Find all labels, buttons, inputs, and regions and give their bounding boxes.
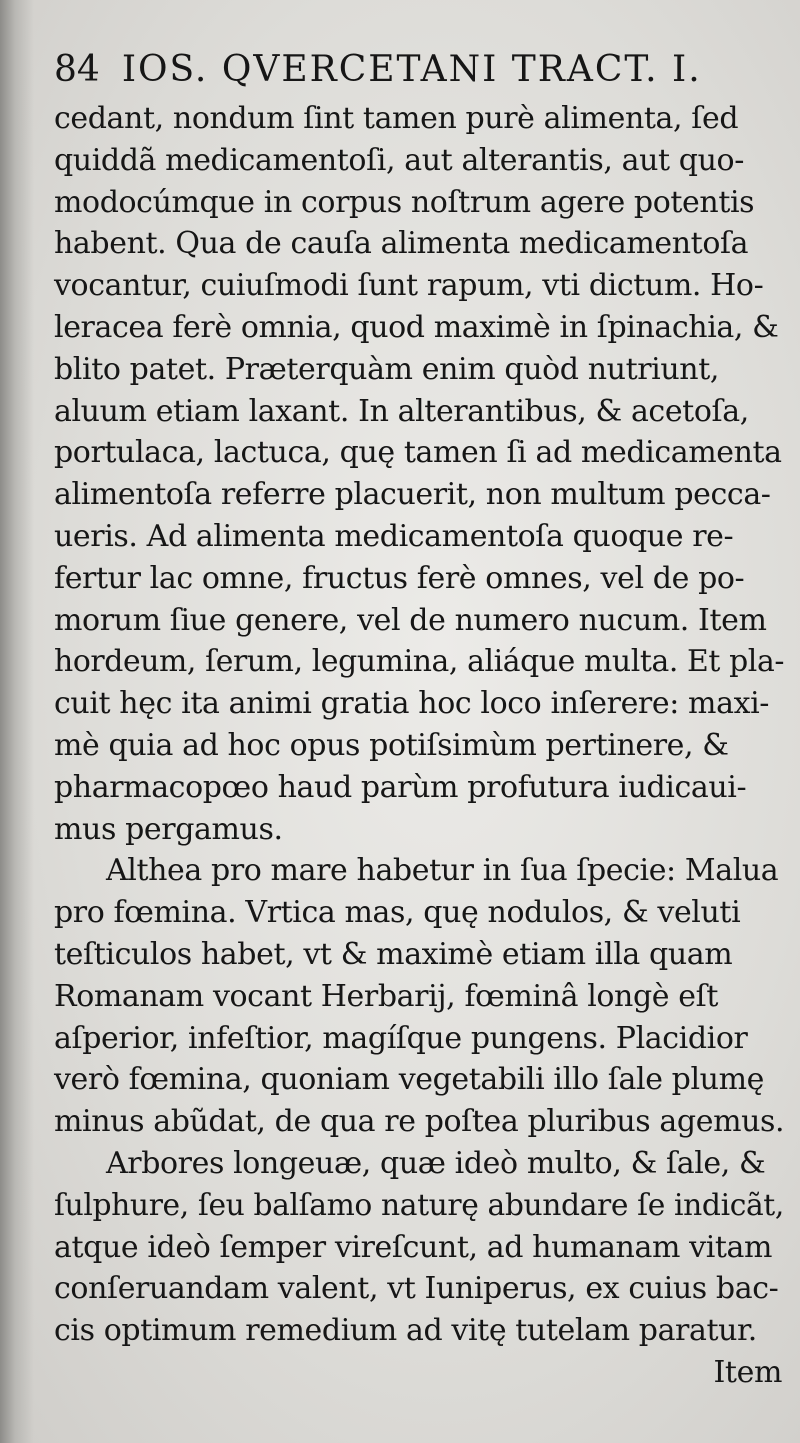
text-line: pro fœmina. Vrtica mas, quę nodulos, & veluti [54, 895, 741, 931]
text-line: blito patet. Præterquàm enim quòd nutriunt, [54, 351, 719, 387]
text-line: Romanam vocant Herbarij, fœminâ longè eſt [54, 978, 718, 1014]
text-line: aſperior, infeſtior, magíſque pungens. Placidior [54, 1020, 748, 1056]
text-block [54, 98, 784, 1394]
text-line: habent. Qua de cauſa alimenta medicamentoſa [54, 226, 749, 262]
text-line: minus abũdat, de qua re poſtea pluribus agemus. [54, 1104, 785, 1140]
text-line: pharmacopœo haud parùm profutura iudicaui- [54, 769, 747, 805]
binding-shadow [0, 0, 34, 1443]
text-line: cedant, nondum ſint tamen purè alimenta, ſed [54, 101, 739, 136]
page-number: 84 [54, 49, 100, 90]
text-line: ueris. Ad alimenta medicamentoſa quoque re- [54, 518, 734, 554]
text-line: hordeum, ſerum, legumina, aliáque multa. Et pla- [54, 644, 785, 680]
text-line: verò fœmina, quoniam vegetabili illo ſale plumę [54, 1062, 765, 1098]
text-line: mus pergamus. [54, 811, 283, 847]
text-line: aluum etiam laxant. In alterantibus, & acetoſa, [54, 393, 749, 429]
text-line: conſeruandam valent, vt Iuniperus, ex cuius bac- [54, 1271, 779, 1307]
text-line: modocúmque in corpus noſtrum agere potentis [54, 184, 755, 220]
text-line: ſulphure, ſeu balſamo naturę abundare ſe indicãt, [54, 1187, 784, 1223]
text-line: Althea pro mare habetur in ſua ſpecie: Malua [106, 853, 779, 889]
text-line: vocantur, cuiuſmodi ſunt rapum, vti dictum. Ho- [54, 268, 764, 304]
text-line: leracea ferè omnia, quod maximè in ſpinachia, & [54, 309, 779, 345]
text-line: cuit hęc ita animi gratia hoc loco inſerere: maxi- [54, 686, 770, 722]
text-line: mè quia ad hoc opus potiſsimùm pertinere, & [54, 727, 729, 763]
text-line: morum ſiue genere, vel de numero nucum. Item [54, 602, 767, 638]
text-line: quiddã medicamentoſi, aut alterantis, aut quo- [54, 142, 744, 178]
catchword: Item [713, 1354, 782, 1390]
running-title: IOS. QVERCETANI TRACT. I. [121, 49, 702, 90]
text-line: atque ideò ſemper vireſcunt, ad humanam vitam [54, 1229, 773, 1265]
text-line: portulaca, lactuca, quę tamen ſi ad medicamenta [54, 435, 782, 471]
text-line: alimentoſa referre placuerit, non multum pecca- [54, 477, 771, 513]
text-line: Arbores longeuæ, quæ ideò multo, & ſale, & [106, 1145, 766, 1181]
text-line: teſticulos habet, vt & maximè etiam illa quam [54, 936, 733, 972]
running-header [54, 40, 754, 100]
text-line: fertur lac omne, fructus ferè omnes, vel de po- [54, 560, 745, 596]
text-line: cis optimum remedium ad vitę tutelam paratur. [54, 1313, 757, 1349]
